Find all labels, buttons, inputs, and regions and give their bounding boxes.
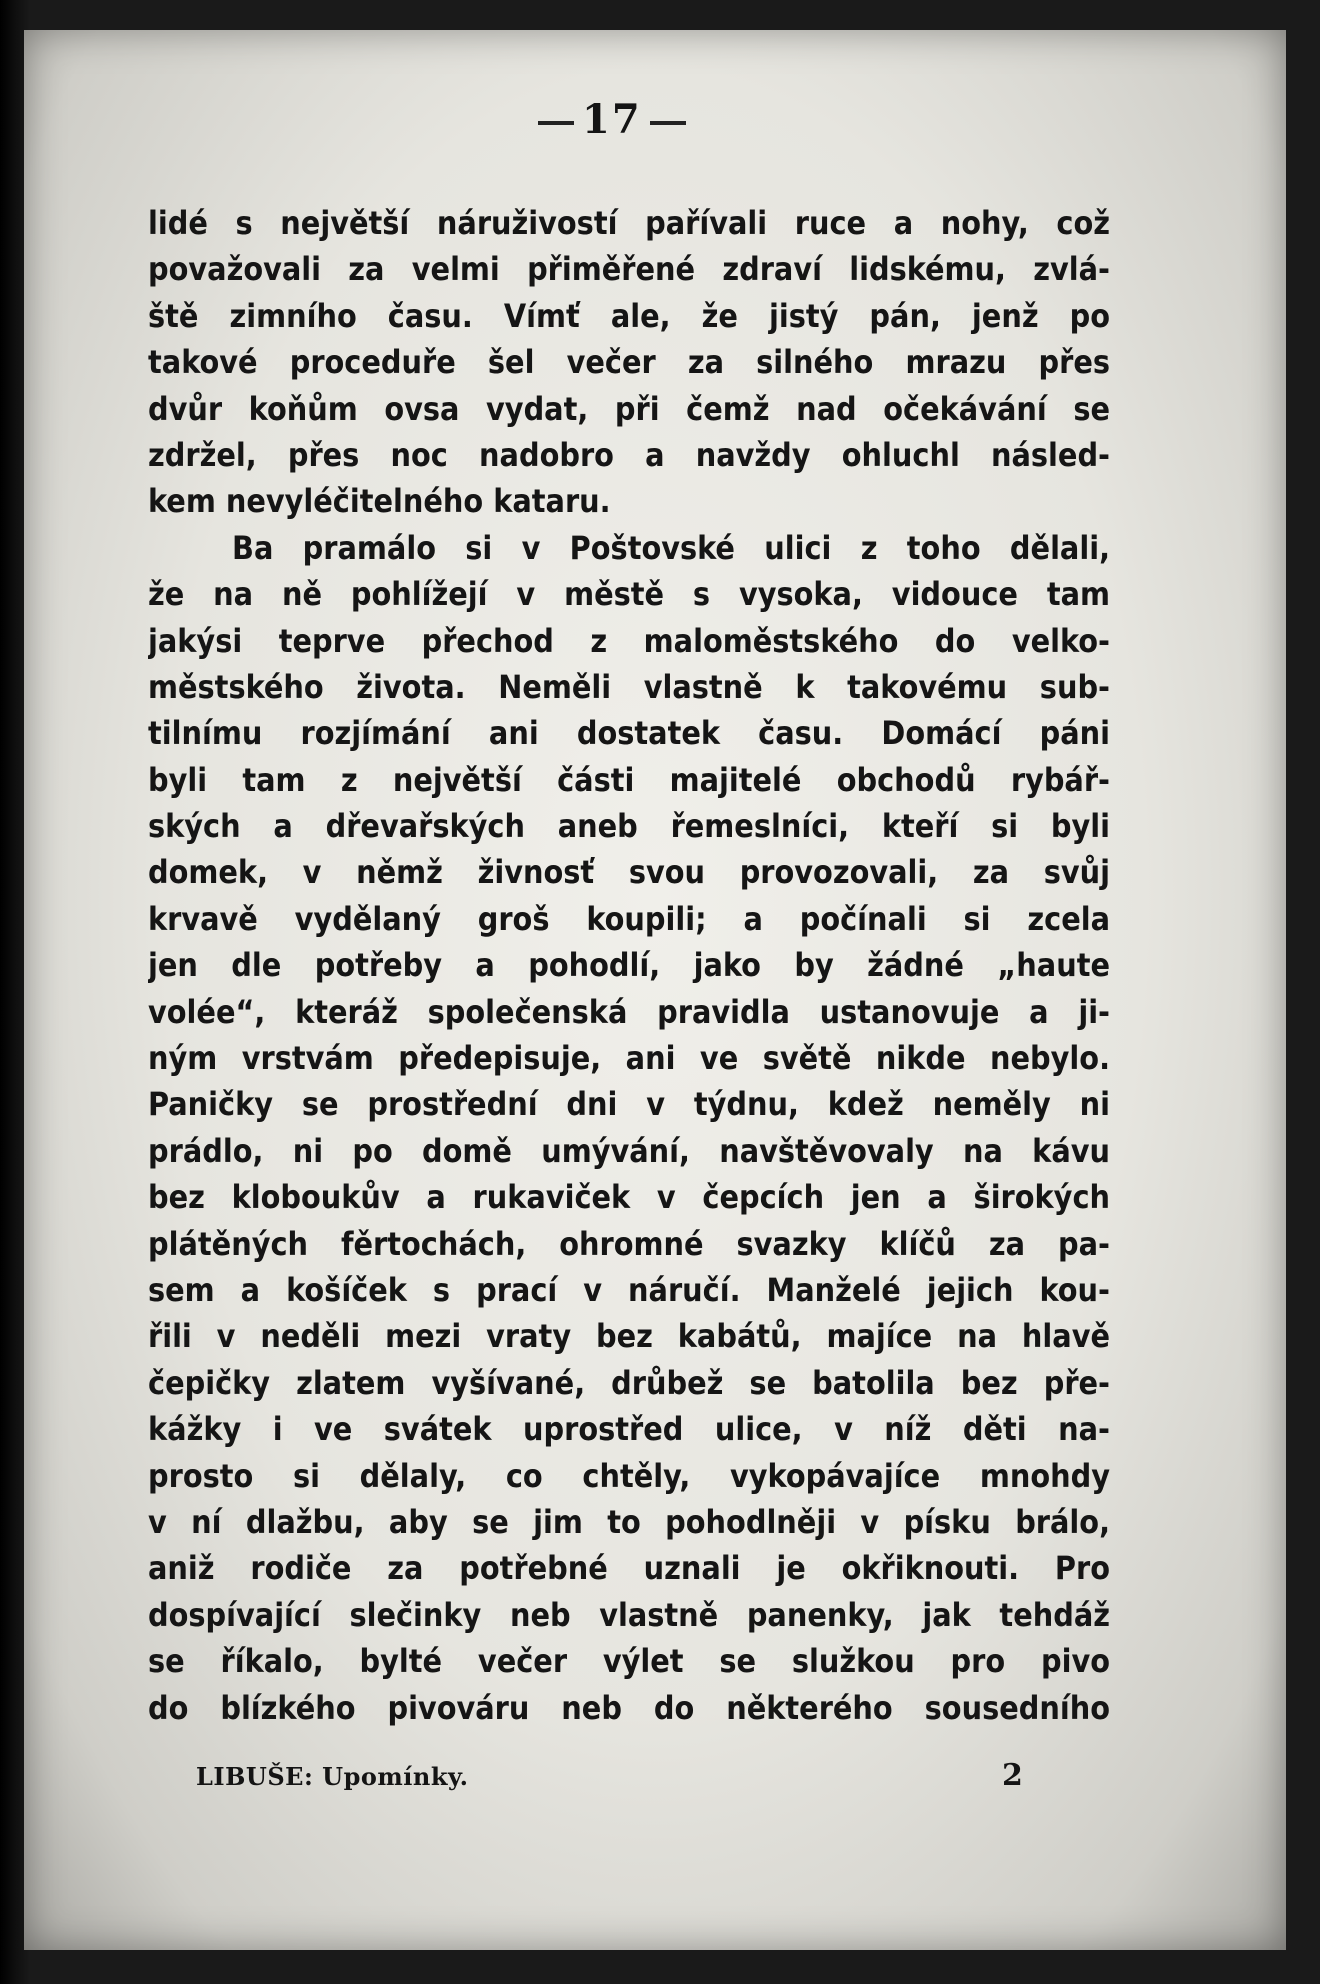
- text-line: kem nevyléčitelného kataru.: [148, 482, 611, 521]
- text-line: zdržel, přes noc nadobro a navždy ohluchl násled-: [148, 435, 1110, 474]
- text-line: se říkalo, bylté večer výlet se služkou pro pivo: [148, 1642, 1110, 1681]
- text-line: bez kloboukův a rukaviček v čepcích jen a širokých: [148, 1178, 1110, 1217]
- text-line: lidé s největší náruživostí pařívali ruce a nohy, což: [148, 204, 1110, 242]
- text-line: takové proceduře šel večer za silného mrazu přes: [148, 343, 1110, 382]
- text-line: sem a košíček s prací v náručí. Manželé jejich kou-: [148, 1270, 1110, 1309]
- text-line: čepičky zlatem vyšívané, drůbež se batolila bez pře-: [148, 1363, 1110, 1402]
- text-line: prosto si dělaly, co chtěly, vykopávajíce mnohdy: [148, 1456, 1110, 1495]
- text-line: do blízkého pivováru neb do některého sousedního: [148, 1688, 1110, 1727]
- page-footer: [196, 1758, 1096, 1802]
- text-line: kážky i ve svátek uprostřed ulice, v níž děti na-: [148, 1410, 1110, 1449]
- footer-signature: LIBUŠE: Upomínky.: [196, 1762, 469, 1791]
- text-line: jakýsi teprve přechod z maloměstského do velko-: [148, 621, 1110, 660]
- text-line: aniž rodiče za potřebné uznali je okřiknouti. Pro: [148, 1549, 1110, 1588]
- text-line: řili v neděli mezi vraty bez kabátů, majíce na hlavě: [148, 1317, 1110, 1356]
- footer-signature-mark: 2: [1002, 1758, 1023, 1793]
- text-line: byli tam z největší části majitelé obchodů rybář-: [148, 760, 1110, 799]
- text-line: dospívající slečinky neb vlastně panenky, jak tehdáž: [148, 1595, 1110, 1634]
- text-line: ným vrstvám předepisuje, ani ve světě nikde nebylo.: [148, 1039, 1110, 1078]
- text-line: prádlo, ni po domě umývání, navštěvovaly na kávu: [148, 1131, 1110, 1170]
- text-line: Paničky se prostřední dni v týdnu, kdež neměly ni: [148, 1085, 1110, 1124]
- text-line: městského života. Neměli vlastně k takovému sub-: [148, 667, 1110, 706]
- text-line: volée“, kteráž společenská pravidla ustanovuje a ji-: [148, 992, 1110, 1031]
- text-line: tilnímu rozjímání ani dostatek času. Domácí páni: [148, 714, 1110, 753]
- text-line: ště zimního času. Vímť ale, že jistý pán, jenž po: [148, 296, 1110, 335]
- text-line: Ba pramálo si v Poštovské ulici z toho dělali,: [232, 528, 1110, 567]
- header-right-dash: [650, 121, 686, 125]
- body-text: [148, 200, 1110, 1731]
- page-number: 17: [582, 96, 642, 143]
- text-line: jen dle potřeby a pohodlí, jako by žádné „haute: [148, 946, 1110, 985]
- text-line: považovali za velmi přiměřené zdraví lidskému, zvlá-: [148, 250, 1110, 289]
- header-left-dash: [538, 121, 574, 125]
- text-line: krvavě vydělaný groš koupili; a počínali si zcela: [148, 899, 1110, 938]
- text-line: v ní dlažbu, aby se jim to pohodlněji v písku brálo,: [148, 1502, 1110, 1541]
- text-line: ských a dřevařských aneb řemeslníci, kteří si byli: [148, 807, 1110, 846]
- text-line: plátěných fěrtochách, ohromné svazky klíčů za pa-: [148, 1224, 1110, 1263]
- text-line: že na ně pohlížejí v městě s vysoka, vidouce tam: [148, 575, 1110, 614]
- text-line: dvůr koňům ovsa vydat, při čemž nad očekávání se: [148, 389, 1110, 428]
- text-line: domek, v němž živnosť svou provozovali, za svůj: [148, 853, 1110, 892]
- page-header: [530, 96, 730, 143]
